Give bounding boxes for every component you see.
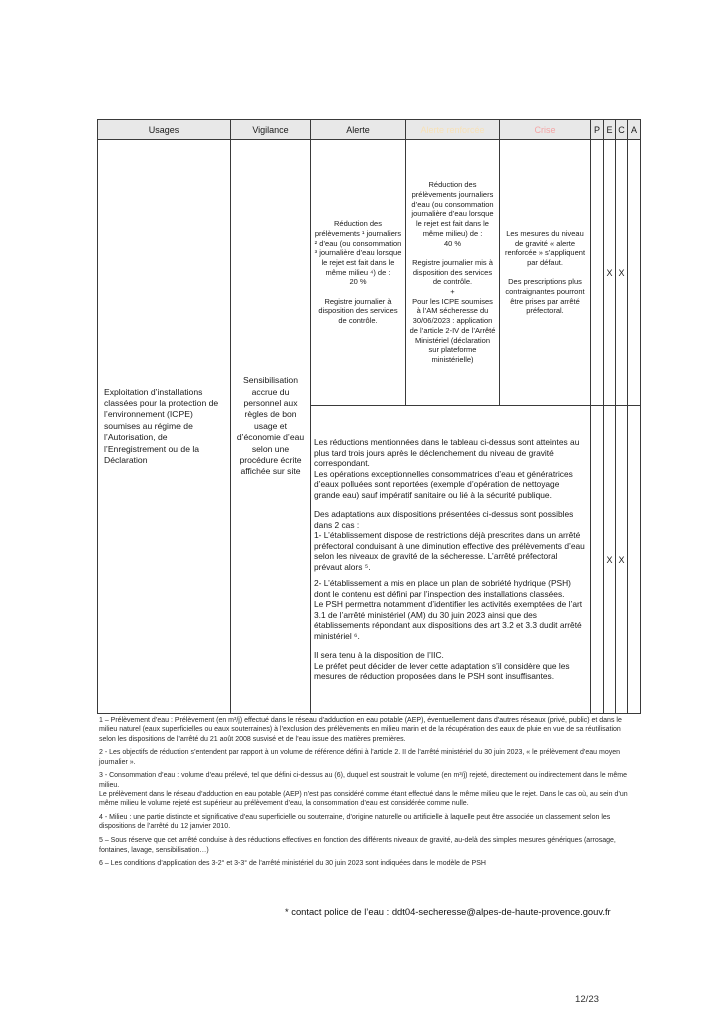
footnote: 5 – Sous réserve que cet arrêté conduise à des réductions effectives en fonction des différents niveaux de gravité, au-delà des simples mesures génériques (arrosage, fontaines, lavage, sensibilisation…) bbox=[99, 837, 616, 854]
footnote: 1 – Prélèvement d’eau : Prélèvement (en m³/j) effectué dans le réseau d’adduction en eau potable (AEP), éventuellement dans d’autres réseaux (privé, public) et dans le milieu naturel (eaux superficielles ou eaux souterraines) à l’exclusion des prélèvements en milieu marin et de la récupération des eaux de pluie en vue de sa réutilisation selon les dispositions de l’arrêté du 21 août 2008 susvisé et de l’eau issue des matières premières. bbox=[99, 717, 622, 743]
mark-e: X bbox=[604, 406, 616, 714]
alerte-renforcee-cell: Réduction des prélèvements journaliers d’eau (ou consommation journalière d’eau lorsque le rejet est fait dans le même milieu) de : 40 % Registre journalier mis à disposition des services de contrôle. + Pour les ICPE soumises à l’AM sécheresse du 30/06/2023 : application de l’article 2-IV de l’Arrêté Ministériel (déclaration sur plateforme ministérielle) bbox=[406, 140, 500, 406]
conditions-paragraph: Des adaptations aux dispositions présentées ci-dessus sont possibles dans 2 cas : bbox=[314, 509, 574, 530]
vigilance-cell: Sensibilisation accrue du personnel aux règles de bon usage et d’économie d’eau selon une procédure écrite affichée sur site bbox=[231, 140, 311, 714]
mark-a bbox=[628, 406, 641, 714]
header-vigilance: Vigilance bbox=[231, 120, 311, 140]
page-number: 12/23 bbox=[575, 994, 600, 1005]
mark-p bbox=[591, 140, 604, 406]
conditions-paragraph: Le PSH permettra notamment d’identifier les activités exemptées de l’art 3.1 de l’arrêté ministériel (AM) du 30 juin 2023 ainsi que des établissements répondant aux dispositions des art 3.2 et 3.3 dudit arrêté ministériel ⁶. bbox=[314, 599, 583, 641]
mark-e: X bbox=[604, 140, 616, 406]
header-usages: Usages bbox=[98, 120, 231, 140]
footnote: 4 - Milieu : une partie distincte et significative d’eau superficielle ou souterraine, d’origine naturelle ou artificielle à laquelle peut être associée un classement selon les dispositions de l’arrêté du 12 janvier 2010. bbox=[99, 814, 611, 831]
header-row bbox=[98, 120, 641, 140]
conditions-paragraph: Les opérations exceptionnelles consommatrices d’eau et génératrices d’eaux polluées sont reportées (exemple d’opération de nettoyage grande eau) sauf impératif sanitaire ou lié à la sécurité publique. bbox=[314, 468, 573, 500]
conditions-paragraph: Les réductions mentionnées dans le tableau ci-dessus sont atteintes au plus tard trois jours après le déclenchement du niveau de gravité correspondant. bbox=[314, 437, 580, 469]
table-row bbox=[98, 140, 641, 406]
conditions-paragraph: Il sera tenu à la disposition de l’IIC. bbox=[314, 650, 444, 661]
header-e: E bbox=[604, 120, 616, 140]
mark-c: X bbox=[616, 140, 628, 406]
conditions-cell bbox=[311, 406, 591, 714]
footnote: 3 - Consommation d’eau : volume d’eau prélevé, tel que défini ci-dessus au (6), duquel est soustrait le volume (en m³/j) rejeté, directement ou indirectement dans le même milieu. Le prélèvement dans le réseau d’adduction en eau potable (AEP) n’est pas considéré comme étant effectué dans le même milieu que le rejet. Dans le cas où, au sein d’un même milieu le volume rejeté est supérieur au prélèvement d’eau, la consommation d’eau est considérée comme nulle. bbox=[99, 772, 628, 808]
header-alerte-renforcee: Alerte renforcée bbox=[406, 120, 500, 140]
mark-a bbox=[628, 140, 641, 406]
footnote: 6 – Les conditions d’application des 3-2° et 3-3° de l’arrêté ministériel du 30 juin 2023 sont indiquées dans le modèle de PSH bbox=[99, 860, 486, 868]
footnotes bbox=[99, 716, 639, 873]
conditions-paragraph: Le préfet peut décider de lever cette adaptation s’il considère que les mesures de réduction proposées dans le PSH sont insuffisantes. bbox=[314, 660, 570, 682]
alerte-cell: Réduction des prélèvements ¹ journaliers ² d’eau (ou consommation ³ journalière d’eau lorsque le rejet est fait dans le même milieu ⁴) de : 20 % Registre journalier à disposition des services de contrôle. bbox=[311, 140, 406, 406]
mark-p bbox=[591, 406, 604, 714]
header-a: A bbox=[628, 120, 641, 140]
mark-c: X bbox=[616, 406, 628, 714]
crise-cell: Les mesures du niveau de gravité « alerte renforcée » s’appliquent par défaut. Des prescriptions plus contraignantes pourront être prises par arrêté préfectoral. bbox=[500, 140, 591, 406]
header-crise: Crise bbox=[500, 120, 591, 140]
footnote: 2 - Les objectifs de réduction s’entendent par rapport à un volume de référence défini à l’article 2. II de l’arrêté ministériel du 30 juin 2023, « le prélèvement d’eau moyen journalier ». bbox=[99, 749, 621, 766]
header-alerte: Alerte bbox=[311, 120, 406, 140]
contact-line: * contact police de l’eau : ddt04-secheresse@alpes-de-haute-provence.gouv.fr bbox=[285, 906, 611, 917]
usage-cell: Exploitation d’installations classées pour la protection de l’environnement (ICPE) soumises au régime de l’Autorisation, de l’Enregistrement ou de la Déclaration bbox=[98, 140, 231, 714]
conditions-paragraph: 2- L’établissement a mis en place un plan de sobriété hydrique (PSH) dont le contenu est défini par l’inspection des installations classées. bbox=[314, 578, 571, 599]
header-p: P bbox=[591, 120, 604, 140]
header-c: C bbox=[616, 120, 628, 140]
conditions-paragraph: 1- L’établissement dispose de restrictions déjà prescrites dans un arrêté préfectoral conduisant à une diminution effective des prélèvements d’eau selon les niveaux de gravité de la sécheresse. L’arrêté préfectoral prévaut alors ⁵. bbox=[314, 530, 585, 572]
restrictions-table bbox=[97, 119, 641, 714]
